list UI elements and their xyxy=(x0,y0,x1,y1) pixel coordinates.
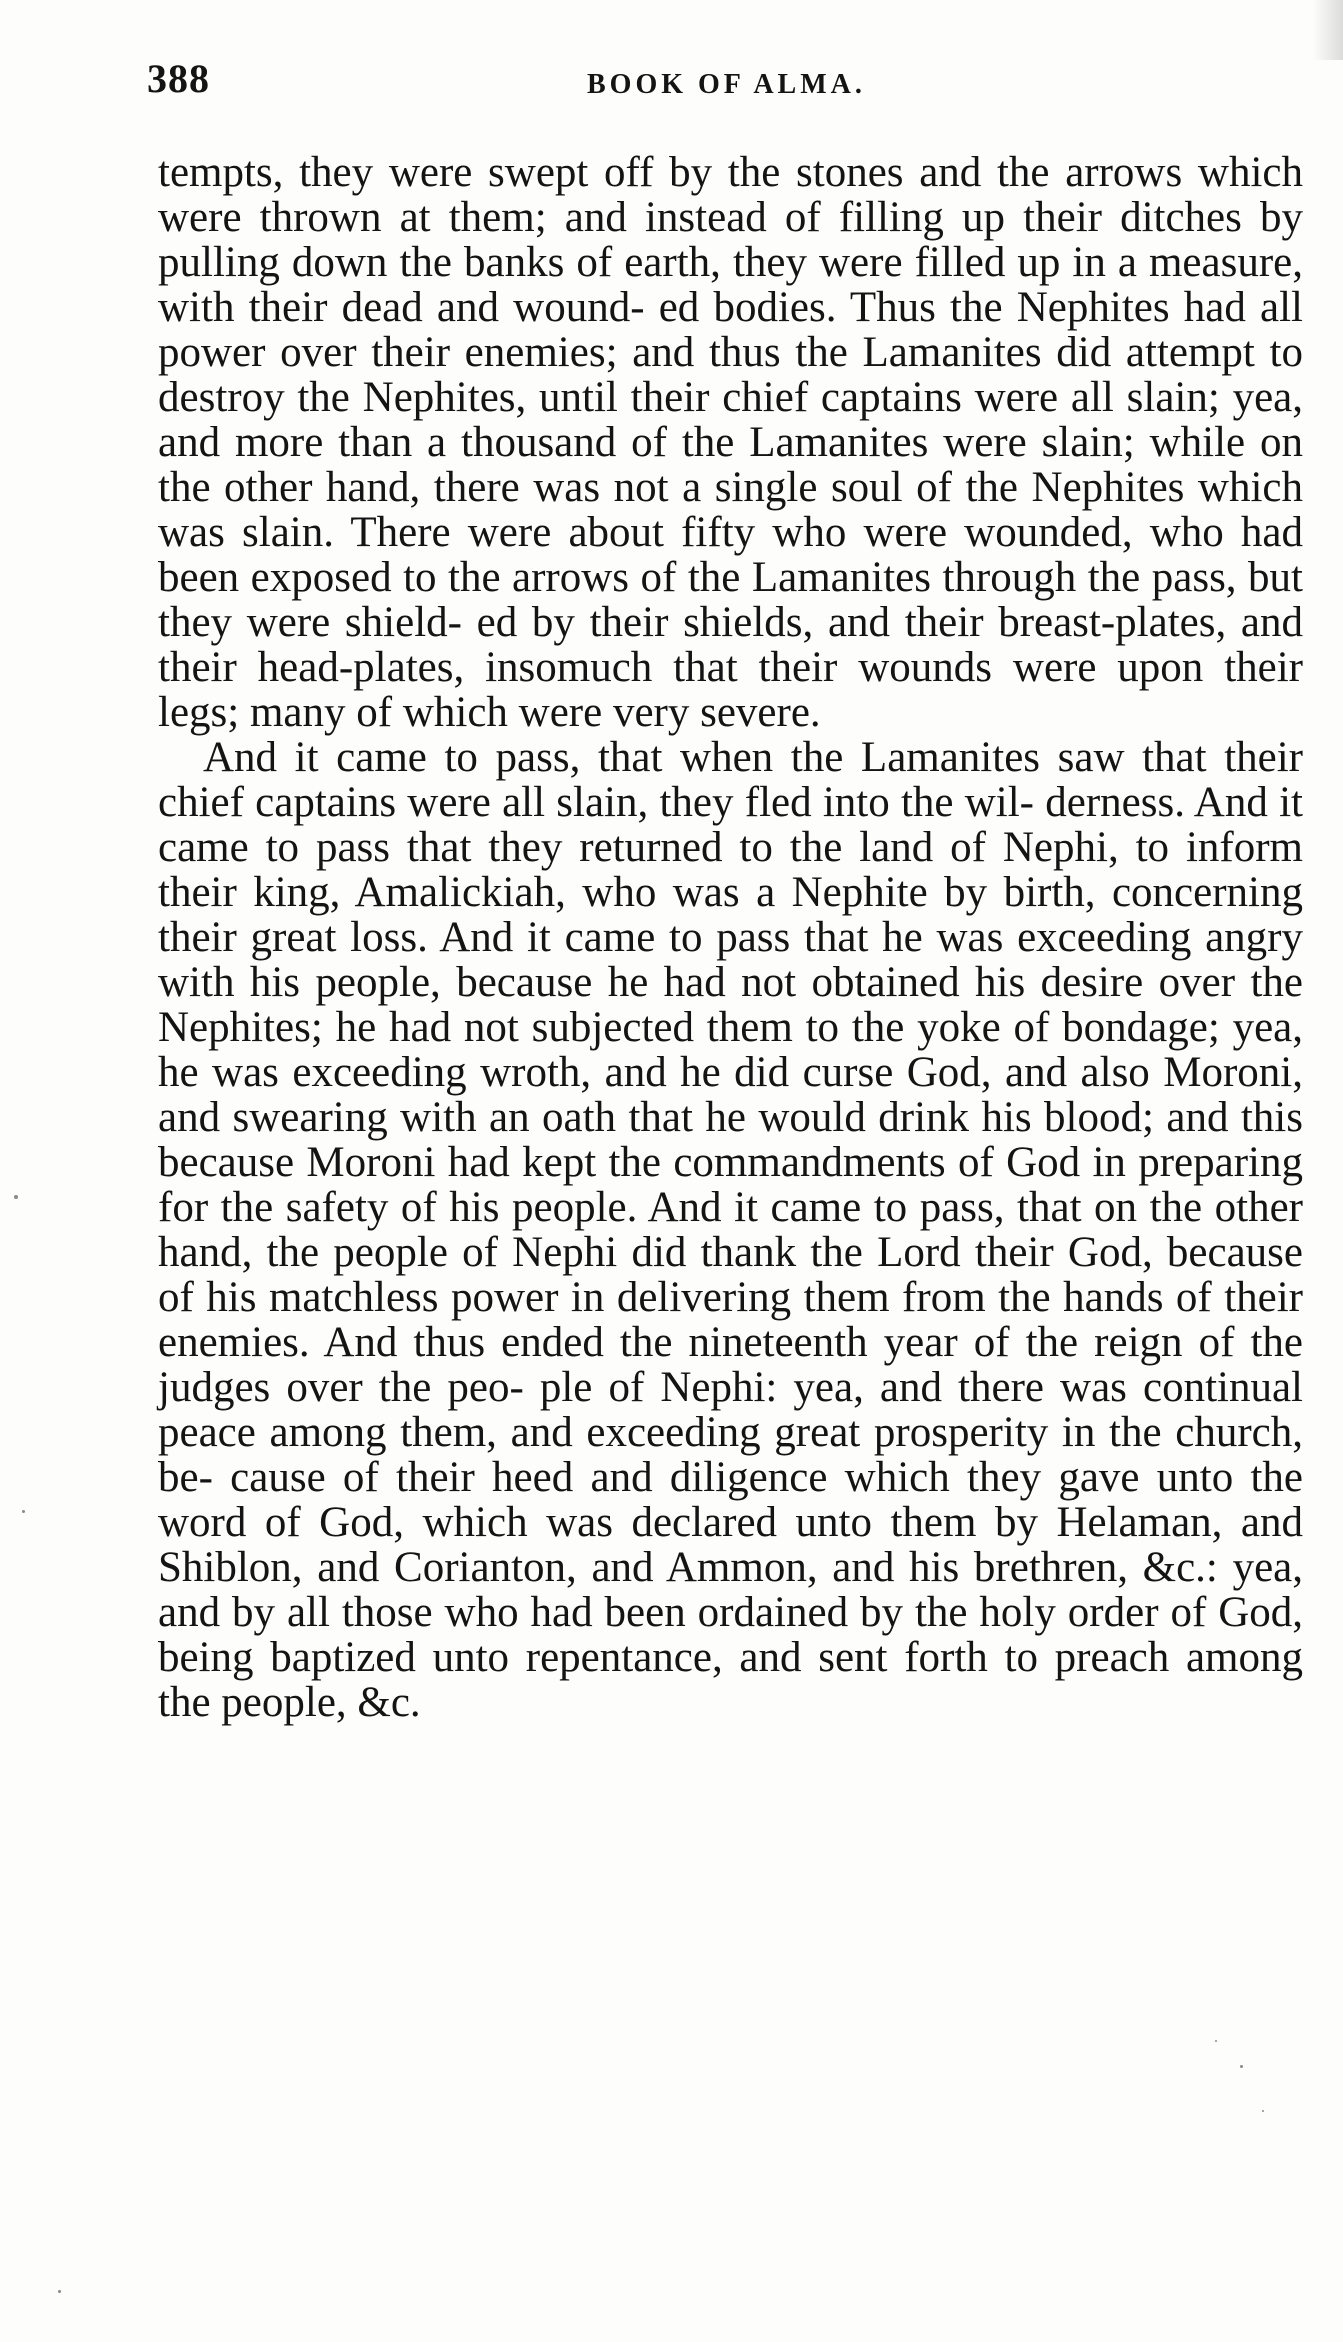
running-title: BOOK OF ALMA. xyxy=(587,69,866,100)
body-text xyxy=(158,150,1303,1725)
paragraph-continued: tempts, they were swept off by the stones and the arrows which were thrown at them; and instead of filling up their ditches by pulling down the banks of earth, they were filled up in a measure, with their dead and wound- ed bodies. Thus the Nephites had all power over their enemies; and thus the Lamanites did attempt to destroy the Nephites, until their chief captains were all slain; yea, and more than a thousand of the Lamanites were slain; while on the other hand, there was not a single soul of the Nephites which was slain. There were about fifty who were wounded, who had been exposed to the arrows of the Lamanites through the pass, but they were shield- ed by their shields, and their breast-plates, and their head-plates, insomuch that their wounds were upon their legs; many of which were very severe. xyxy=(158,149,1303,736)
print-speck xyxy=(1215,2040,1217,2042)
print-speck xyxy=(22,1510,25,1513)
print-speck xyxy=(14,1195,18,1199)
page-edge-shadow xyxy=(1313,0,1343,60)
paragraph-lamanites-fled: And it came to pass, that when the Lamanites saw that their chief captains were all slain, they fled into the wil- derness. And it came to pass that they returned to the land of Nephi, to inform their king, Amalickiah, who was a Nephite by birth, concerning their great loss. And it came to pass that he was exceeding angry with his people, because he had not obtained his desire over the Nephites; he had not subjected them to the yoke of bondage; yea, he was exceeding wroth, and he did curse God, and also Moroni, and swearing with an oath that he would drink his blood; and this because Moroni had kept the commandments of God in preparing for the safety of his people. And it came to pass, that on the other hand, the people of Nephi did thank the Lord their God, because of his matchless power in delivering them from the hands of their enemies. And thus ended the nineteenth year of the reign of the judges over the peo- ple of Nephi: yea, and there was continual peace among them, and exceeding great prosperity in the church, be- cause of their heed and diligence which they gave unto the word of God, which was declared unto them by Helaman, and Shiblon, and Corianton, and Ammon, and his brethren, &c.: yea, and by all those who had been ordained by the holy order of God, being baptized unto repentance, and sent forth to preach among the people, &c. xyxy=(158,734,1303,1726)
print-speck xyxy=(1240,2065,1243,2068)
print-speck xyxy=(1262,2110,1264,2112)
page-header xyxy=(147,55,1297,115)
print-speck xyxy=(58,2290,61,2293)
page-number: 388 xyxy=(147,56,210,101)
